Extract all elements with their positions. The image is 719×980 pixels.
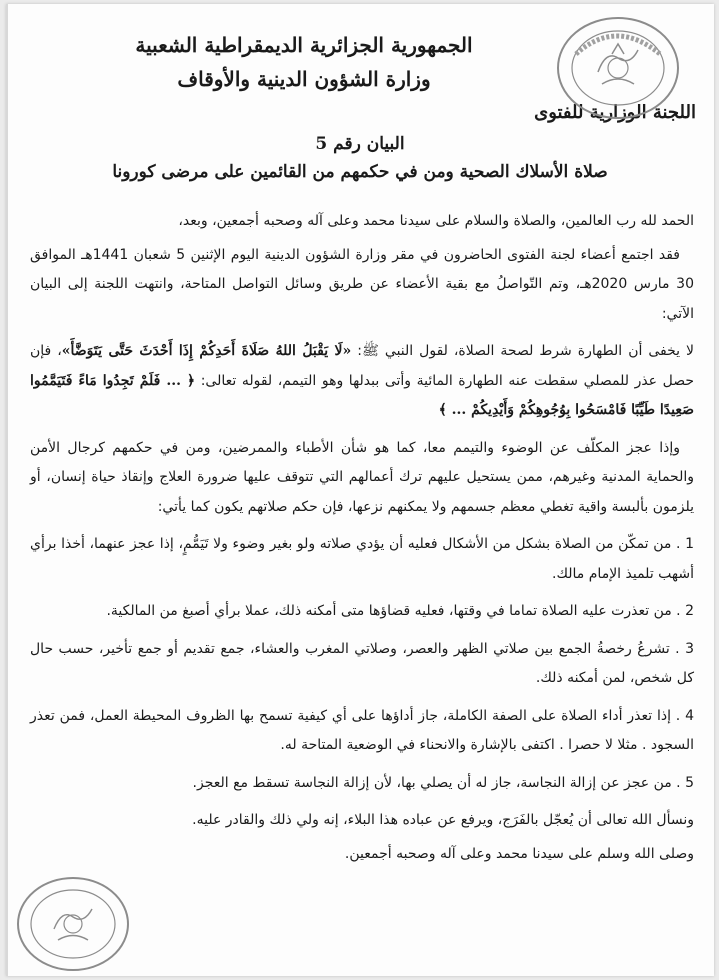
inability-paragraph: وإذا عجز المكلّف عن الوضوء والتيمم معا، كما هو شأن الأطباء والممرضين، ومن في حكمهم كرجال الأمن والحماية المدنية وغيرهم، ممن يستحيل عليهم ترك أعمالهم التي تتوقف عليها ضرورة العلاج وإنقاذ حياة إنسان، أو يلزمون بألبسة واقية تغطي معظم جسمهم ولا يمكنهم نزعها، فإن حكم صلاتهم يكون كما يأتي: xyxy=(30,439,694,515)
letterhead xyxy=(54,28,554,96)
purity-paragraph xyxy=(30,337,694,426)
document-content xyxy=(6,4,714,976)
purity-middle: ، فإن حصل عذر للمصلي سقطت عنه الطهارة المائية وأتى ببدلها وهو التيمم، لقوله تعالى: xyxy=(30,343,694,389)
hadith-quote: «لَا يَقْبَلُ اللهُ صَلَاةَ أَحَدِكُمْ إِذَا أَحْدَثَ حَتَّى يَتَوَضَّأَ» xyxy=(61,343,352,359)
official-stamp xyxy=(554,14,682,122)
declaration-body xyxy=(30,207,694,877)
ruling-item: 3 . تشرعُ رخصةُ الجمع بين صلاتي الظهر والعصر، وصلاتي المغرب والعشاء، جمع تقديم أو جمع تأخير، حسب حال كل شخص، لمن أمكنه ذلك. xyxy=(30,640,694,686)
document-page xyxy=(6,4,714,976)
ministry-name: وزارة الشؤون الدينية والأوقاف xyxy=(177,67,431,91)
declaration-subject: صلاة الأسلاك الصحية ومن في حكمهم من القائمين على مرضى كورونا xyxy=(112,162,608,182)
ruling-item: 4 . إذا تعذر أداء الصلاة على الصفة الكاملة، جاز أداؤها على أي كيفية تسمح بها الظروف المحيطة العمل، فمن تعذر السجود . مثلا لا حصرا . اكتفى بالإشارة والانحناء في الوضعية المتاحة له. xyxy=(30,707,694,753)
official-stamp-bottom xyxy=(14,874,132,974)
ruling-item: 5 . من عجز عن إزالة النجاسة، جاز له أن يصلي بها، لأن إزالة النجاسة تسقط مع العجز. xyxy=(192,774,694,791)
quran-verse: ﴿ ... فَلَمْ تَجِدُوا مَاءً فَتَيَمَّمُوا صَعِيدًا طَيِّبًا فَامْسَحُوا بِوُجُوهِكُمْ وَأَيْدِيكُمْ ... ﴾ xyxy=(30,372,694,418)
republic-name: الجمهورية الجزائرية الديمقراطية الشعبية xyxy=(135,33,473,57)
committee-name: اللجنة الوزارية للفتوى xyxy=(534,102,696,123)
ruling-item: 1 . من تمكّن من الصلاة بشكل من الأشكال فعليه أن يؤدي صلاته ولو بغير وضوء ولا تَيَمُّمٍ، إذا عجز عنهما، أخذا برأي أشهب تلميذ الإمام مالك. xyxy=(30,536,694,582)
purity-intro: لا يخفى أن الطهارة شرط لصحة الصلاة، لقول النبي ﷺ: xyxy=(357,343,695,359)
meeting-paragraph: فقد اجتمع أعضاء لجنة الفتوى الحاضرون في مقر وزارة الشؤون الدينية اليوم الإثنين 5 شعبان 1441هـ الموافق 30 مارس 2020هـ، وتم التّواصلُ مع بقية الأعضاء عن طريق وسائل التواصل المتاحة، وانتهت اللجنة إلى البيان الآتي: xyxy=(30,246,694,322)
ruling-item: 2 . من تعذرت عليه الصلاة تماما في وقتها، فعليه قضاؤها متى أمكنه ذلك، عملا برأي أصبغ من المالكية. xyxy=(106,603,694,619)
opening-paragraph: الحمد لله رب العالمين، والصلاة والسلام على سيدنا محمد وعلى آله وصحبه أجمعين، وبعد، xyxy=(178,213,694,229)
prayer-paragraph: ونسأل الله تعالى أن يُعجّل بالفَرَج، ويرفع عن عباده هذا البلاء، إنه ولي ذلك والقادر عليه. xyxy=(192,812,694,828)
closing-paragraph: وصلى الله وسلم على سيدنا محمد وعلى آله وصحبه أجمعين. xyxy=(344,845,694,862)
declaration-number: البيان رقم 5 xyxy=(315,134,405,154)
